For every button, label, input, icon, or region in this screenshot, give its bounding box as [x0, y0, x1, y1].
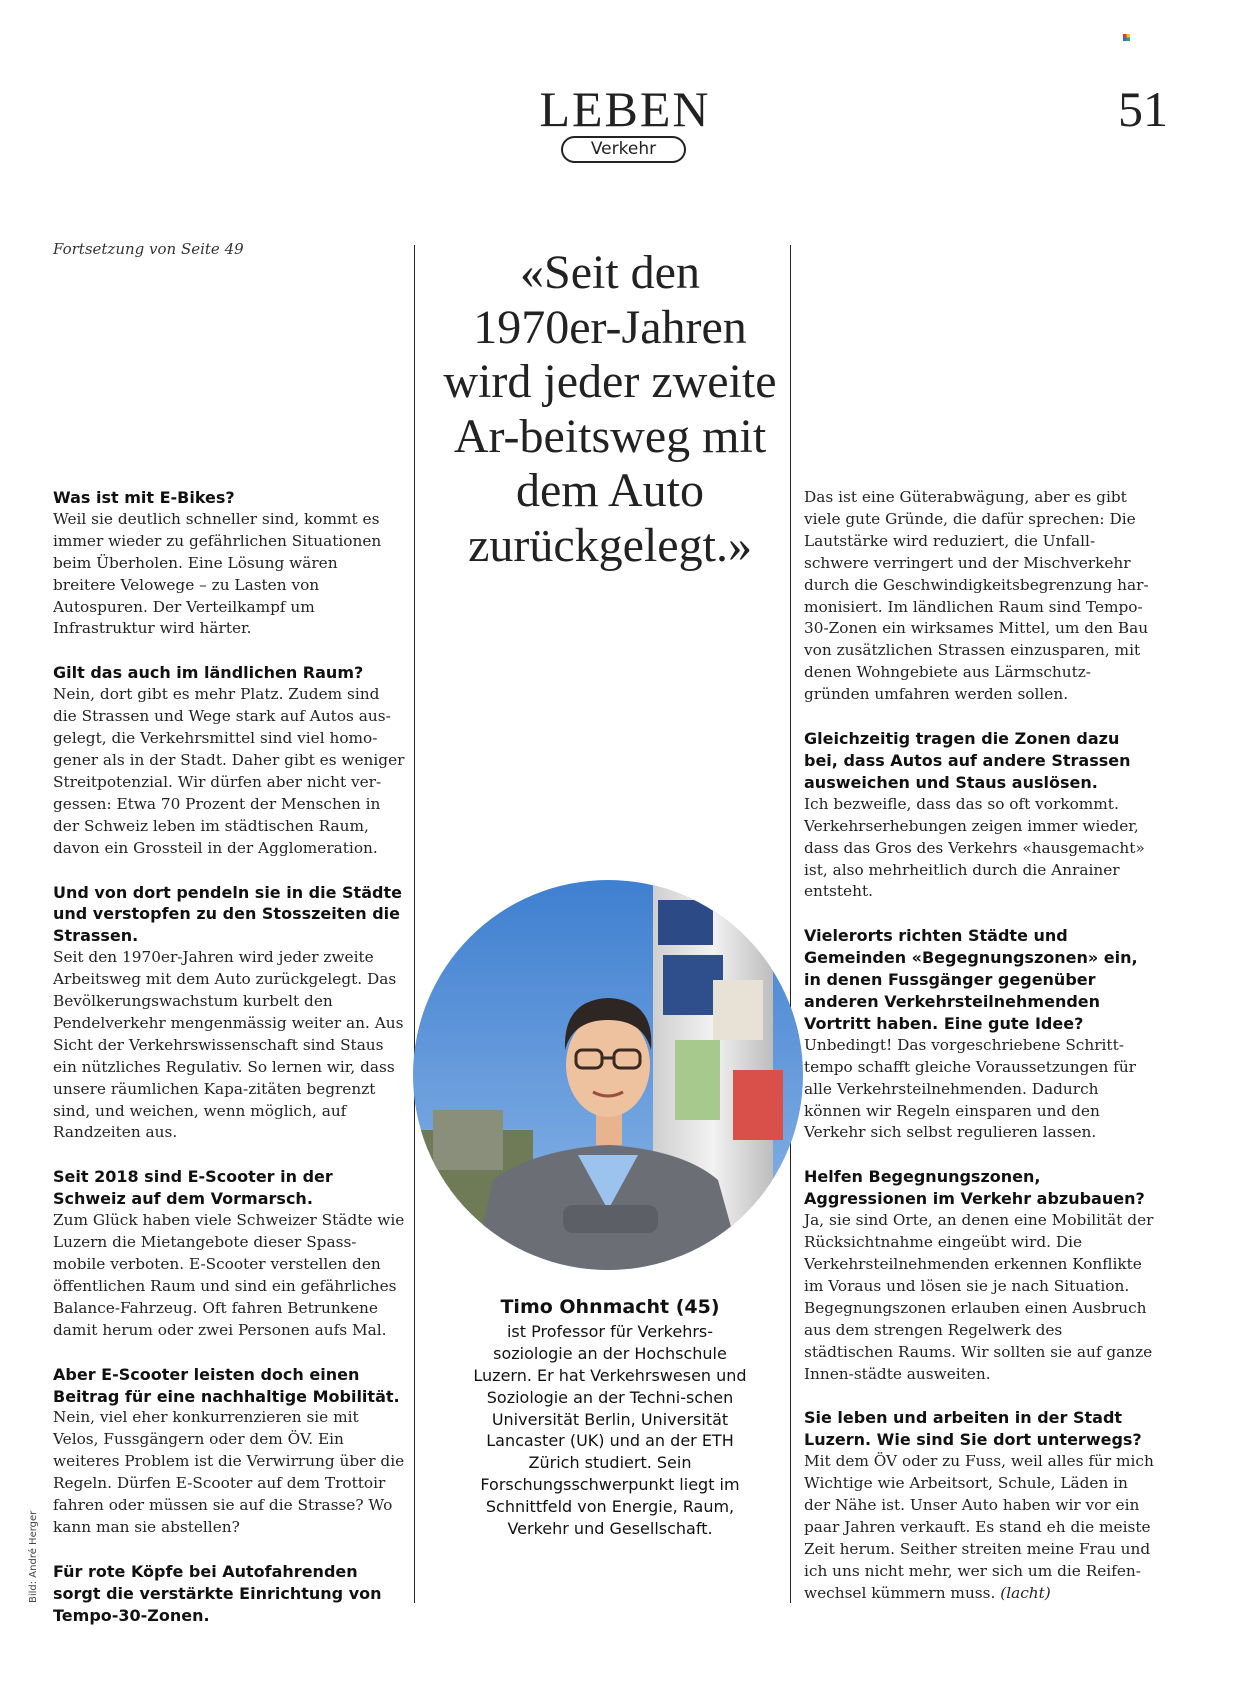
- answer: Weil sie deutlich schneller sind, kommt es immer wieder zu gefährlichen Situationen beim Überholen. Eine Lösung wären breitere Velowege – zu Lasten von Autospuren. Der Verteilkampf um Infrastruktur wird härter.: [53, 509, 382, 638]
- section-title: LEBEN: [539, 81, 711, 137]
- page-number: 51: [1118, 81, 1168, 137]
- pull-quote: «Seit den 1970er-Jahren wird jeder zweite Ar-beitsweg mit dem Auto zurückgelegt.»: [443, 246, 777, 572]
- question: Helfen Begegnungszonen, Aggressionen im Verkehr abzubauen?: [804, 1167, 1145, 1209]
- photo-credit: Bild: André Herger: [28, 1510, 39, 1603]
- question: Gleichzeitig tragen die Zonen dazu bei, dass Autos auf andere Strassen ausweichen und Staus auslösen.: [804, 729, 1131, 792]
- question: Sie leben und arbeiten in der Stadt Luzern. Wie sind Sie dort unterwegs?: [804, 1408, 1142, 1450]
- subsection-label: Verkehr: [561, 136, 686, 163]
- question: Vielerorts richten Städte und Gemeinden «Begegnungszonen» ein, in denen Fussgänger gegenüber anderen Verkehrsteilnehmenden Vortritt haben. Eine gute Idee?: [804, 926, 1138, 1033]
- question: Gilt das auch im ländlichen Raum?: [53, 663, 364, 683]
- question: Aber E-Scooter leisten doch einen Beitrag für eine nachhaltige Mobilität.: [53, 1364, 400, 1406]
- portrait-photo: [413, 880, 803, 1270]
- print-color-mark-icon: [1123, 34, 1130, 41]
- answer: Nein, viel eher konkurrenzieren sie mit Velos, Fussgängern oder dem ÖV. Ein weiteres Problem ist die Verwirrung über die Regeln. Dürfen E-Scooter auf dem Trottoir fahren oder müssen sie auf die Strasse? Wo kann man sie abstellen?: [53, 1408, 405, 1536]
- left-column: [53, 487, 405, 1627]
- question: Was ist mit E-Bikes?: [53, 488, 235, 507]
- right-column: [804, 487, 1156, 1605]
- answer: Unbedingt! Das vorgeschriebene Schritt-tempo schafft gleiche Voraussetzungen für alle Verkehrsteilnehmenden. Dadurch können wir Regeln einsparen und den Verkehr sich selbst regulieren lassen.: [804, 1035, 1136, 1142]
- portrait-illustration: [413, 880, 803, 1270]
- answer: Ich bezweifle, dass das so oft vorkommt. Verkehrserhebungen zeigen immer wieder, dass das Gros des Verkehrs «hausgemacht» ist, also mehrheitlich durch die Anrainer entsteht.: [804, 794, 1145, 901]
- answer: Nein, dort gibt es mehr Platz. Zudem sind die Strassen und Wege stark auf Autos aus-gelegt, die Verkehrsmittel sind viel homo-gener als in der Stadt. Daher gibt es weniger Streitpotenzial. Wir dürfen aber nicht ver-gessen: Etwa 70 Prozent der Menschen in der Schweiz leben im städtischen Raum, davon ein Grossteil in der Agglomeration.: [53, 685, 405, 857]
- column-divider-left: [414, 245, 415, 1603]
- answer: Seit den 1970er-Jahren wird jeder zweite Arbeitsweg mit dem Auto zurückgelegt. Das Bevölkerungswachstum kurbelt den Pendelverkehr mengenmässig weiter an. Aus Sicht der Verkehrswissenschaft sind Staus ein nützliches Regulativ. So lernen wir, dass unsere räumlichen Kapa-zitäten begrenzt sind, und weichen, wenn möglich, auf Randzeiten aus.: [53, 948, 404, 1142]
- question: Seit 2018 sind E-Scooter in der Schweiz auf dem Vormarsch.: [53, 1167, 333, 1209]
- continuation-note: Fortsetzung von Seite 49: [53, 240, 244, 258]
- answer: Ja, sie sind Orte, an denen eine Mobilität der Rücksichtnahme eingeübt wird. Die Verkehrsteilnehmenden erkennen Konflikte im Voraus und lösen sie je nach Situation. Begegnungszonen erlauben einen Ausbruch aus dem strengen Regelwerk des städtischen Raums. Wir sollten sie auf ganze Innen-städte ausweiten.: [804, 1211, 1154, 1383]
- answer-tail: (lacht): [1000, 1583, 1051, 1602]
- answer-text: Mit dem ÖV oder zu Fuss, weil alles für mich Wichtige wie Arbeitsort, Schule, Läden in der Nähe ist. Unser Auto haben wir vor ein paar Jahren verkauft. Es stand eh die meiste Zeit herum. Seither streiten meine Frau und ich uns nicht mehr, wer sich um die Reifen-wechsel kümmern muss.: [804, 1452, 1154, 1602]
- bio-text: ist Professor für Verkehrs-soziologie an der Hochschule Luzern. Er hat Verkehrswesen und Soziologie an der Techni-schen Universität Berlin, Universität Lancaster (UK) und an der ETH Zürich studiert. Sein Forschungsschwerpunkt liegt im Schnittfeld von Energie, Raum, Verkehr und Gesellschaft.: [473, 1321, 747, 1539]
- answer: Das ist eine Güterabwägung, aber es gibt viele gute Gründe, die dafür sprechen: Die Lautstärke wird reduziert, die Unfall-schwere verringert und der Mischverkehr durch die Geschwindigkeitsbegrenzung har-monisiert. Im ländlichen Raum sind Tempo-30-Zonen ein wirksames Mittel, um den Bau von zusätzlichen Strassen einzusparen, mit denen Wohngebiete aus Lärmschutz-gründen umfahren werden sollen.: [804, 488, 1149, 704]
- question: Und von dort pendeln sie in die Städte und verstopfen zu den Stosszeiten die Strassen.: [53, 882, 402, 946]
- question: Für rote Köpfe bei Autofahrenden sorgt die verstärkte Einrichtung von Tempo-30-Zonen.: [53, 1561, 382, 1625]
- column-divider-right: [790, 245, 791, 1603]
- bio-name: Timo Ohnmacht (45): [500, 1296, 720, 1318]
- answer: [804, 1451, 1156, 1604]
- answer: Zum Glück haben viele Schweizer Städte wie Luzern die Mietangebote dieser Spass-mobile verboten. E-Scooter verstellen den öffentlichen Raum und sind ein gefährliches Balance-Fahrzeug. Oft fahren Betrunkene damit herum oder zwei Personen aufs Mal.: [53, 1211, 405, 1339]
- author-bio: [470, 1297, 750, 1540]
